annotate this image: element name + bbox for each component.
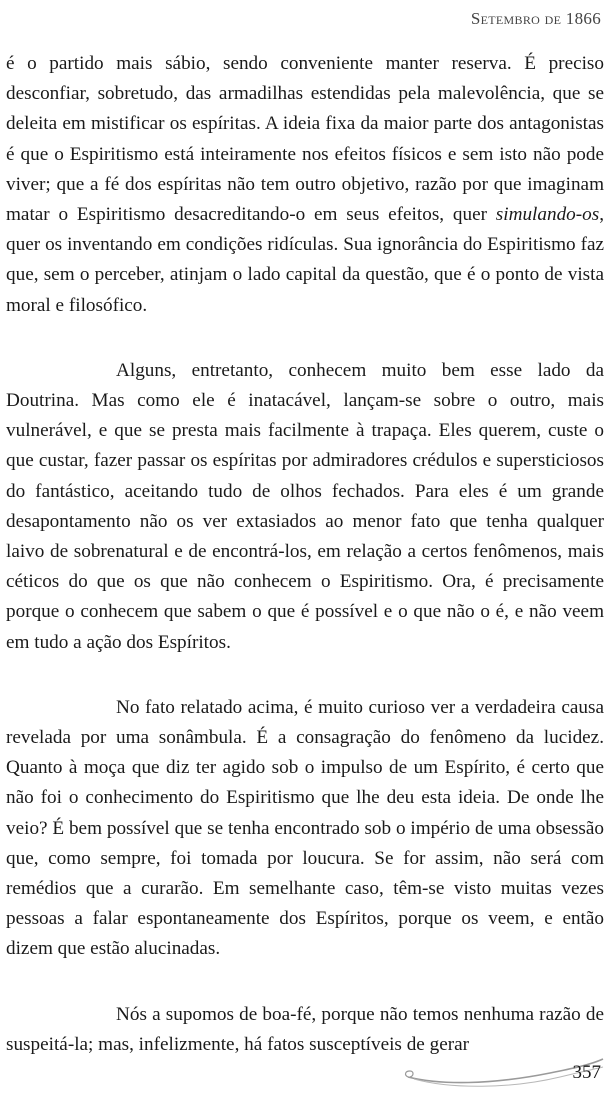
paragraph-2: Alguns, entretanto, conhecem muito bem esse lado da Doutrina. Mas como ele é inatacável, lançam-se sobre o outro, mais vulnerável, e que se presta mais facilmente à trapaça. Eles querem, custe o que custar, fazer passar os espíritas por admiradores crédulos e supersticiosos do fantástico, aceitando tudo de olhos fechados. Para eles é um grande desapontamento não os ver extasiados ao menor fato que tenha qualquer laivo de sobrenatural e de encontrá-los, em relação a certos fenômenos, mais céticos do que os que não conhecem o Espiritismo. Ora, é precisamente porque o conhecem que sabem o que é possível e o que não o é, e não veem em tudo a ação dos Espíritos. bbox=[6, 359, 604, 653]
paragraph-1-text-a: é o partido mais sábio, sendo conveniente manter reserva. É preciso desconfiar, sobretudo, das armadilhas estendidas pela malevolência, que se deleita em mistificar os espíritas. A ideia fixa da maior parte dos antagonistas é que o Espiritismo está inteiramente nos efeitos físicos e sem isto não pode viver; que a fé dos espíritas não tem outro objetivo, razão por que imaginam matar o Espiritismo desacreditando-o em seus efeitos, quer bbox=[6, 53, 604, 226]
paragraph-4: Nós a supomos de boa-fé, porque não temos nenhuma razão de suspeitá-la; mas, infelizmente, há fatos susceptíveis de gerar bbox=[6, 1003, 604, 1055]
running-head bbox=[471, 9, 601, 29]
page-number: 357 bbox=[572, 1062, 601, 1083]
paragraph-1-text-b: , quer os inventando em condições ridículas. Sua ignorância do Espiritismo faz que, sem o perceber, atinjam o lado capital da questão, que é o ponto de vista moral e filosófico. bbox=[6, 204, 604, 316]
running-head-text: Setembro de 1866 bbox=[470, 9, 601, 28]
paragraph-1 bbox=[6, 49, 604, 321]
paragraph-3: No fato relatado acima, é muito curioso ver a verdadeira causa revelada por uma sonâmbula. É a consagração do fenômeno da lucidez. Quanto à moça que diz ter agido sob o impulso de um Espírito, é certo que não foi o conhecimento do Espiritismo que lhe deu esta ideia. De onde lhe veio? É bem possível que se tenha encontrado sob o império de uma obsessão que, como sempre, foi tomada por loucura. Se for assim, não será com remédios que a curarão. Em semelhante caso, têm-se visto muitas vezes pessoas a falar espontaneamente dos Espíritos, porque os veem, e então dizem que estão alucinadas. bbox=[6, 696, 604, 960]
paragraph-1-italic: simulando-os bbox=[495, 204, 600, 226]
page-body bbox=[6, 49, 604, 1060]
